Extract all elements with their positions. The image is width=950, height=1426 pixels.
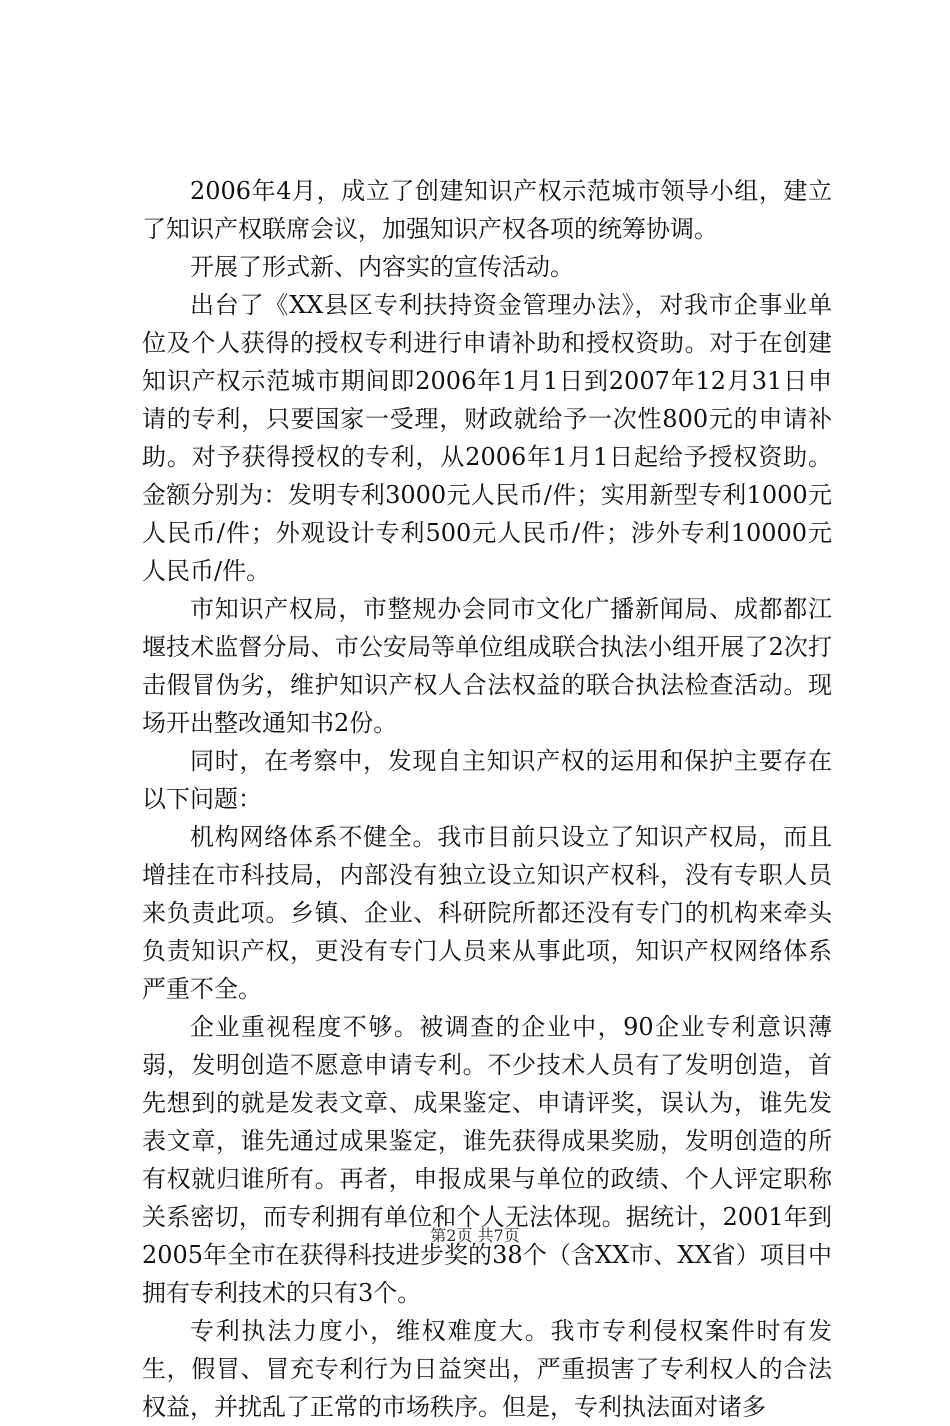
- paragraph-3: 出台了《XX县区专利扶持资金管理办法》，对我市企事业单位及个人获得的授权专利进行申请补助和授权资助。对于在创建知识产权示范城市期间即2006年1月1日到2007年12月31日申请的专利，只要国家一受理，财政就给予一次性800元的申请补助。对予获得授权的专利，从2006年1月1日起给予授权资助。金额分别为：发明专利3000元人民币/件；实用新型专利1000元人民币/件；外观设计专利500元人民币/件；涉外专利10000元人民币/件。: [142, 291, 832, 585]
- page-number-footer: 第2页 共7页: [430, 1226, 520, 1245]
- paragraph-4: 市知识产权局，市整规办会同市文化广播新闻局、成都都江堰技术监督分局、市公安局等单位组成联合执法小组开展了2次打击假冒伪劣，维护知识产权人合法权益的联合执法检查活动。现场开出整改通知书2份。: [142, 595, 832, 737]
- paragraph-1: 2006年4月，成立了创建知识产权示范城市领导小组，建立了知识产权联席会议，加强知识产权各项的统筹协调。: [142, 177, 832, 243]
- paragraph-5: 同时，在考察中，发现自主知识产权的运用和保护主要存在以下问题：: [142, 747, 832, 813]
- paragraph-6: 机构网络体系不健全。我市目前只设立了知识产权局，而且增挂在市科技局，内部没有独立设立知识产权科，没有专职人员来负责此项。乡镇、企业、科研院所都还没有专门的机构来牵头负责知识产权，更没有专门人员来从事此项，知识产权网络体系严重不全。: [142, 823, 832, 1003]
- paragraph-7: 企业重视程度不够。被调查的企业中，90企业专利意识薄弱，发明创造不愿意申请专利。不少技术人员有了发明创造，首先想到的就是发表文章、成果鉴定、申请评奖，误认为，谁先发表文章，谁先通过成果鉴定，谁先获得成果奖励，发明创造的所有权就归谁所有。再者，申报成果与单位的政绩、个人评定职称关系密切，而专利拥有单位和个人无法体现。据统计，2001年到2005年全市在获得科技进步奖的38个（含XX市、XX省）项目中拥有专利技术的只有3个。: [142, 1013, 832, 1307]
- paragraph-8: 专利执法力度小，维权难度大。我市专利侵权案件时有发生，假冒、冒充专利行为日益突出，严重损害了专利权人的合法权益，并扰乱了正常的市场秩序。但是，专利执法面对诸多: [142, 1317, 832, 1421]
- paragraph-2: 开展了形式新、内容实的宣传活动。: [190, 253, 574, 281]
